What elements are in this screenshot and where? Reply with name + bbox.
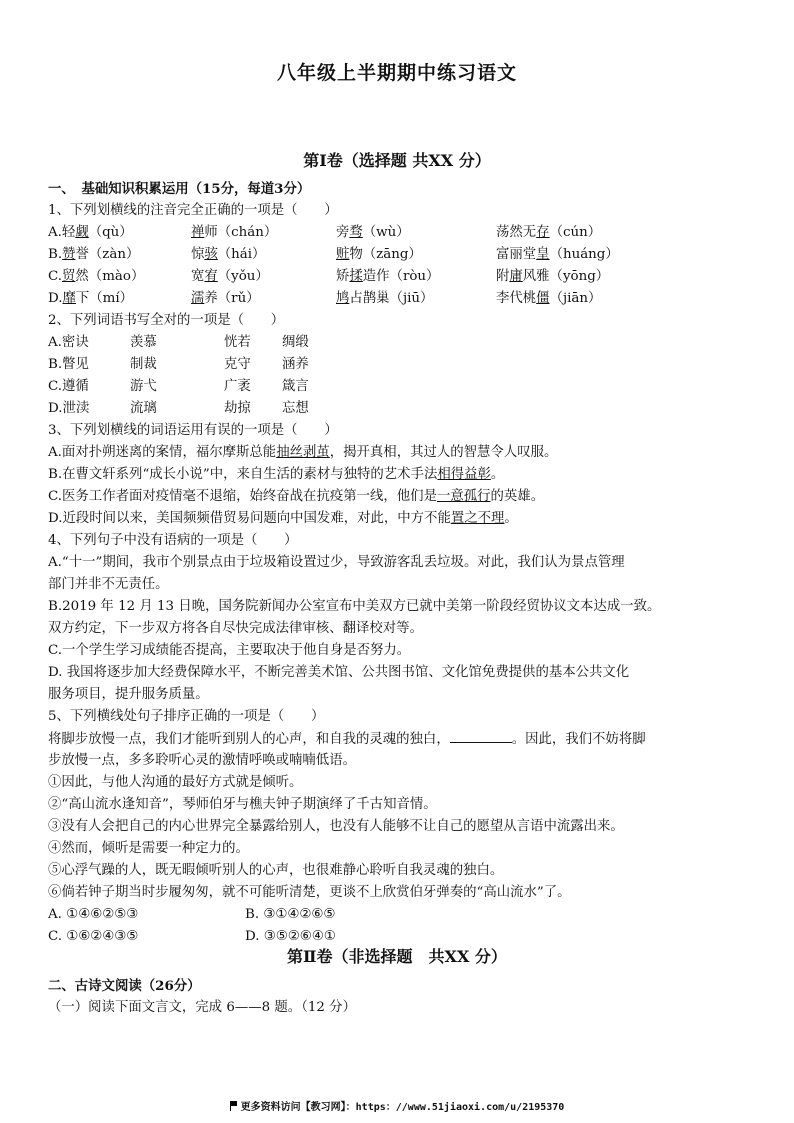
q5-option-c: C. ①⑥②④③⑤	[48, 929, 139, 944]
q4-option-b-line1: B.2019 年 12 月 13 日晚，国务院新闻办公室宣布中美双方已就中美第一阶段经贸协议文本达成一致。	[48, 599, 661, 614]
q5-option-d: D. ③⑤②⑥④①	[245, 929, 336, 944]
q2-option-c: C.遵循 游弋 广袤 箴言	[48, 379, 309, 394]
q4-stem: 4、下列句子中没有语病的一项是（ ）	[48, 533, 298, 548]
q5-passage-line2: 步放慢一点，多多聆听心灵的激情呼唤或喃喃低语。	[48, 753, 356, 768]
q5-sentence-4: ④然而，倾听是需要一种定力的。	[48, 841, 249, 856]
q5-option-a: A. ①④⑥②⑤③	[48, 907, 139, 922]
q5-passage-line1: 将脚步放慢一点，我们才能听到别人的心声，和自我的灵魂的独白， 。因此，我们不妨将脚	[48, 728, 758, 750]
flag-icon	[230, 1101, 238, 1110]
q1-option-c: C.贸然（mào） 宽宥（yǒu） 矫揉造作（ròu） 附庸风雅（yōng）	[48, 269, 610, 284]
q4-option-d-line2: 服务项目，提升服务质量。	[48, 687, 209, 702]
answer-blank	[450, 728, 512, 743]
document-title: 八年级上半期期中练习语文	[276, 62, 517, 84]
q5-sentence-2: ②“高山流水逢知音”，琴师伯牙与樵夫钟子期演绎了千古知音情。	[48, 797, 437, 812]
q2-option-d: D.泄渎 流璃 劫掠 忘想	[48, 401, 309, 416]
q4-option-a-line1: A.“十一”期间，我市个别景点由于垃圾箱设置过少，导致游客乱丢垃圾。对此，我们认为景点管理	[48, 555, 625, 570]
section2-heading: 二、古诗文阅读（26分）	[48, 978, 201, 994]
footer-link[interactable]: 更多资料访问【教习网】：https：//www.51jiaoxi.com/u/2195370	[240, 1102, 565, 1113]
q2-option-a: A.密诀 羡慕 恍若 绸缎	[48, 335, 309, 350]
q1-stem: 1、下列划横线的注音完全正确的一项是（ ）	[48, 203, 338, 218]
q4-option-c: C.一个学生学习成绩能否提高，主要取决于他自身是否努力。	[48, 643, 411, 658]
q5-sentence-3: ③没有人会把自己的内心世界完全暴露给别人，也没有人能够不让自己的愿望从言语中流露出来。	[48, 819, 624, 834]
q5-stem: 5、下列横线处句子排序正确的一项是（ ）	[48, 709, 325, 724]
q3-option-b: B.在曹文轩系列“成长小说”中，来自生活的素材与独特的艺术手法相得益彰。	[48, 467, 505, 482]
section2-area	[48, 975, 758, 1019]
q5-option-b: B. ③①④②⑥⑤	[245, 907, 336, 922]
q1-option-b: B.赞誉（zàn） 惊骇（hái） 赃物（zāng） 富丽堂皇（huáng）	[48, 247, 619, 262]
q3-option-c: C.医务工作者面对疫情毫不退缩，始终奋战在抗疫第一线，他们是一意孤行的英雄。	[48, 489, 545, 504]
part2-heading: 第Ⅱ卷（非选择题 共XX 分）	[287, 947, 507, 966]
q3-option-a: A.面对扑朔迷离的案情，福尔摩斯总能抽丝剥茧，揭开真相，其过人的智慧令人叹服。	[48, 445, 558, 460]
q5-options-ab	[48, 904, 758, 926]
q3-stem: 3、下列划横线的词语运用有误的一项是（ ）	[48, 423, 338, 438]
q1-option-a: A.轻觑（qù） 禅师（chán） 旁骛（wù） 荡然无存（cún）	[48, 225, 602, 240]
q4-option-b-line2: 双方约定，下一步双方将各自尽快完成法律审核、翻译校对等。	[48, 621, 423, 636]
section1-heading: 一、 基础知识积累运用（15分，每道3分）	[48, 181, 311, 197]
q5-sentence-5: ⑤心浮气躁的人，既无暇倾听别人的心声，也很难静心聆听自我灵魂的独白。	[48, 863, 504, 878]
q1-option-d: D.靡下（mí） 濡养（rǔ） 鸠占鹊巢（jiū） 李代桃僵（jiān）	[48, 291, 602, 306]
q2-stem: 2、下列词语书写全对的一项是（ ）	[48, 313, 285, 328]
q3-option-d: D.近段时间以来，美国频频借贸易问题向中国发难，对此，中方不能置之不理。	[48, 511, 518, 526]
q4-option-d-line1: D. 我国将逐步加大经费保障水平，不断完善美术馆、公共图书馆、文化馆免费提供的基本公共文化	[48, 665, 630, 680]
part1-heading: 第Ⅰ卷（选择题 共XX 分）	[303, 151, 491, 170]
q5-sentence-1: ①因此，与他人沟通的最好方式就是倾听。	[48, 775, 303, 790]
q2-option-b: B.瞥见 制裁 克守 涵养	[48, 357, 309, 372]
section2-subheading: （一）阅读下面文言文，完成 6——8 题。（12 分）	[48, 1000, 356, 1015]
q5-sentence-6: ⑥倘若钟子期当时步履匆匆，就不可能听清楚，更谈不上欣赏伯牙弹奏的“高山流水”了。	[48, 885, 571, 900]
footer	[0, 1098, 794, 1113]
content-area	[48, 178, 758, 948]
q4-option-a-line2: 部门并非不无责任。	[48, 577, 169, 592]
